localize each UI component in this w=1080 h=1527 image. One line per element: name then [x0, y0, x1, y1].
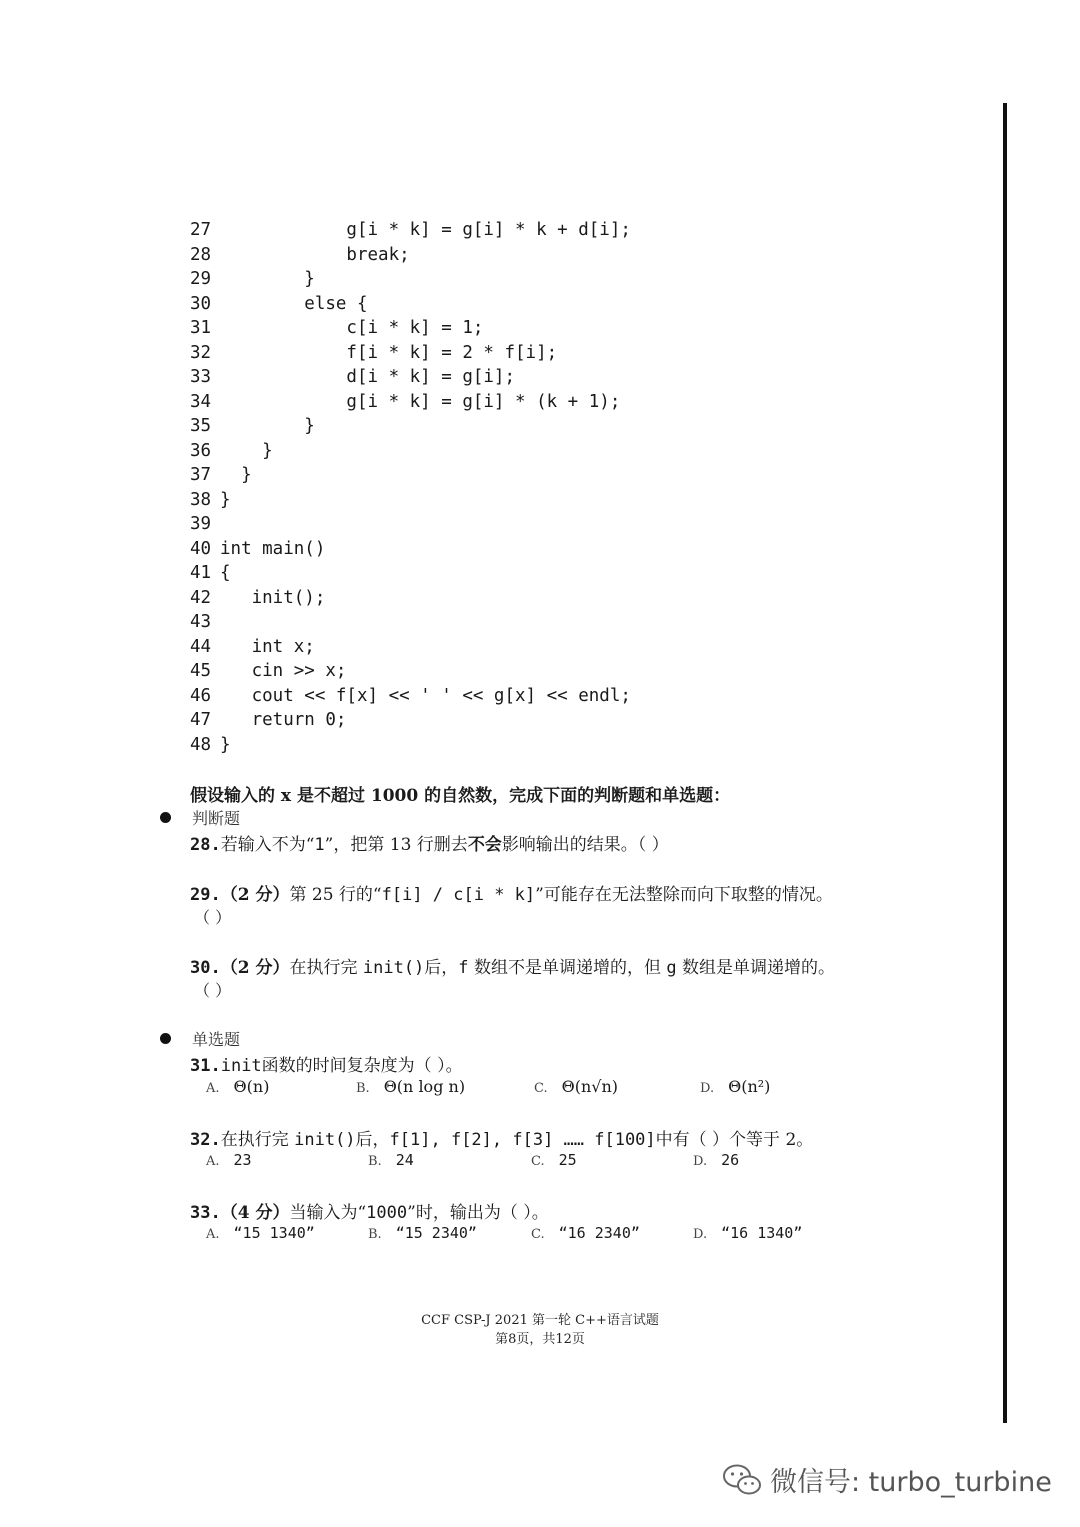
wechat-icon	[722, 1463, 762, 1497]
line-number: 39	[190, 514, 212, 534]
line-number: 41	[190, 563, 212, 583]
option-33-c: C. “16 2340”	[531, 1224, 640, 1242]
option-31-d: D. Θ(n²)	[700, 1077, 771, 1096]
line-number: 29	[190, 269, 212, 289]
section-title-judge: 判断题	[192, 809, 241, 828]
code-line	[190, 512, 631, 537]
code-line	[190, 488, 631, 513]
footer-title: CCF CSP-J 2021 第一轮 C++语言试题	[421, 1313, 659, 1328]
line-number: 33	[190, 367, 212, 387]
option-31-c: C. Θ(n√n)	[534, 1077, 619, 1096]
line-number: 42	[190, 587, 212, 608]
code-line	[190, 439, 631, 464]
line-number: 48	[190, 734, 212, 755]
code-text: g[i * k] = g[i] * (k + 1);	[220, 391, 621, 412]
code-text: int x;	[220, 636, 315, 657]
line-number: 36	[190, 440, 212, 461]
line-number: 32	[190, 342, 212, 363]
code-line	[190, 292, 631, 317]
code-line	[190, 610, 631, 635]
line-number: 31	[190, 318, 212, 338]
watermark	[722, 1460, 1052, 1499]
code-text: cin >> x;	[220, 661, 347, 681]
code-line	[190, 708, 631, 733]
code-line	[190, 537, 631, 562]
line-number: 37	[190, 465, 212, 485]
line-number: 30	[190, 293, 212, 314]
question-33: 33.（4 分）当输入为“1000”时，输出为（ ）。	[190, 1203, 549, 1223]
code-text: f[i * k] = 2 * f[i];	[220, 342, 558, 363]
line-number: 47	[190, 710, 212, 730]
code-text: }	[220, 734, 231, 755]
watermark-text: 微信号: turbo_turbine	[770, 1467, 1052, 1498]
code-line	[190, 267, 631, 292]
bullet-icon	[160, 812, 171, 823]
line-number: 28	[190, 244, 212, 265]
answer-blank-29: （ ）	[194, 908, 232, 927]
code-line	[190, 659, 631, 684]
answer-blank-30: （ ）	[194, 981, 232, 1000]
code-text: }	[220, 489, 231, 510]
option-32-d: D. 26	[693, 1151, 740, 1169]
line-number: 45	[190, 661, 212, 681]
page-edge-rule	[1003, 103, 1007, 1423]
footer-page-number: 第8页，共12页	[495, 1332, 585, 1347]
option-33-b: B. “15 2340”	[368, 1224, 477, 1242]
code-line	[190, 414, 631, 439]
code-line	[190, 341, 631, 366]
code-text: }	[220, 269, 315, 289]
code-line	[190, 218, 631, 243]
code-text: }	[220, 465, 252, 485]
code-text: {	[220, 563, 231, 583]
section-title-single: 单选题	[192, 1030, 241, 1049]
code-line	[190, 586, 631, 611]
option-31-b: B. Θ(n log n)	[356, 1077, 466, 1096]
code-text: else {	[220, 293, 368, 314]
code-text: g[i * k] = g[i] * k + d[i];	[220, 220, 631, 240]
question-30: 30.（2 分）在执行完 init()后，f 数组不是单调递增的，但 g 数组是单调递增的。	[190, 958, 836, 978]
line-number: 27	[190, 220, 212, 240]
option-31-a: A. Θ(n)	[206, 1077, 270, 1096]
code-line	[190, 684, 631, 709]
code-line	[190, 243, 631, 268]
option-32-c: C. 25	[531, 1151, 577, 1169]
code-text: }	[220, 440, 273, 461]
line-number: 46	[190, 685, 212, 706]
question-31: 31.init函数的时间复杂度为（ ）。	[190, 1056, 463, 1076]
code-listing	[190, 218, 631, 757]
line-number: 34	[190, 391, 212, 412]
code-line	[190, 365, 631, 390]
option-33-d: D. “16 1340”	[693, 1224, 803, 1242]
code-text: break;	[220, 244, 410, 265]
question-32: 32.在执行完 init()后，f[1], f[2], f[3] …… f[100]中有（ ）个等于 2。	[190, 1130, 814, 1150]
code-text: c[i * k] = 1;	[220, 318, 484, 338]
line-number: 40	[190, 538, 212, 559]
code-line	[190, 463, 631, 488]
question-29: 29.（2 分）第 25 行的“f[i] / c[i * k]”可能存在无法整除而向下取整的情况。	[190, 885, 833, 905]
code-text: int main()	[220, 538, 326, 559]
code-line	[190, 635, 631, 660]
code-text: return 0;	[220, 710, 347, 730]
line-number: 38	[190, 489, 212, 510]
code-text: d[i * k] = g[i];	[220, 367, 516, 387]
option-32-a: A. 23	[206, 1151, 252, 1169]
line-number: 43	[190, 612, 212, 632]
code-line	[190, 390, 631, 415]
option-33-a: A. “15 1340”	[206, 1224, 315, 1242]
code-line	[190, 561, 631, 586]
code-text: }	[220, 416, 315, 436]
code-line	[190, 316, 631, 341]
bullet-icon	[160, 1033, 171, 1044]
question-28: 28.若输入不为“1”，把第 13 行删去不会影响输出的结果。（ ）	[190, 835, 669, 855]
line-number: 44	[190, 636, 212, 657]
code-line	[190, 733, 631, 758]
option-32-b: B. 24	[368, 1151, 414, 1169]
line-number: 35	[190, 416, 212, 436]
code-text: cout << f[x] << ' ' << g[x] << endl;	[220, 685, 631, 706]
instruction-text: 假设输入的 x 是不超过 1000 的自然数，完成下面的判断题和单选题：	[190, 786, 731, 806]
code-text: init();	[220, 587, 326, 608]
